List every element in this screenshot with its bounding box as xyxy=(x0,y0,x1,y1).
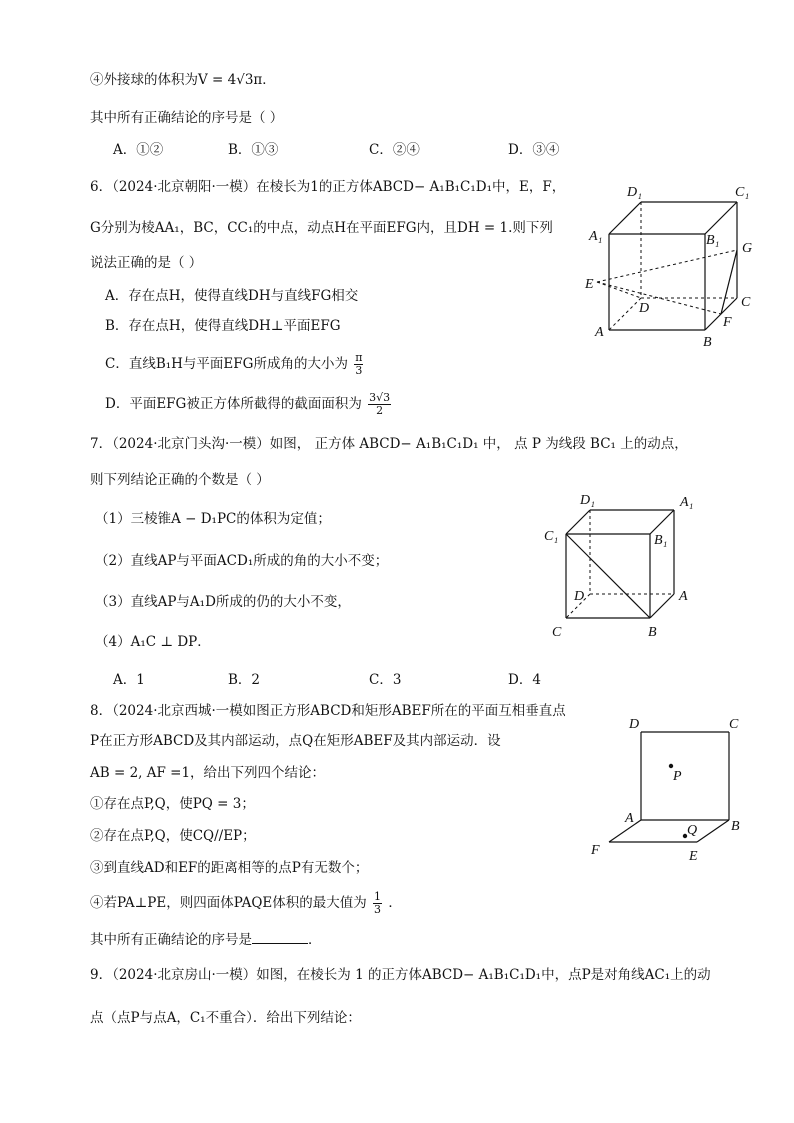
p6-label-e: E xyxy=(585,277,594,292)
point-p xyxy=(669,764,673,768)
p8-statement-2: ②存在点P,Q，使CQ//EP； xyxy=(90,828,256,844)
p6-label-c: C xyxy=(741,295,751,310)
p6-label-c1: C₁ xyxy=(735,185,750,200)
p8-label-d: D xyxy=(629,717,640,732)
p8-question-end: ． xyxy=(308,932,322,948)
p7-label-d1: D₁ xyxy=(580,493,595,508)
p8-statement-1: ①存在点P,Q，使PQ = 3； xyxy=(90,796,255,812)
p6-label-d1: D₁ xyxy=(627,185,642,200)
p6-option-b: B．存在点H，使得直线DH⊥平面EFG xyxy=(105,318,341,334)
p9-line-2: 点（点P与点A，C₁不重合）．给出下列结论： xyxy=(90,1010,361,1026)
p6-option-d xyxy=(105,392,393,417)
p7-label-a: A xyxy=(679,589,688,604)
p7-option-a: A．1 xyxy=(113,672,145,688)
p8-label-c: C xyxy=(729,717,739,732)
p6-line-2: G分别为棱AA₁，BC，CC₁的中点，动点H在平面EFG内，且DH = 1.则下列 xyxy=(90,220,553,236)
p8-statement-4 xyxy=(90,891,402,916)
p7-statement-1: （1）三棱锥A − D₁PC的体积为定值； xyxy=(95,511,331,527)
p6-option-d-numerator: 3√3 xyxy=(369,391,391,404)
square-rectangle-figure-p8 xyxy=(585,710,765,870)
p7-label-b: B xyxy=(648,625,657,640)
p6-label-d: D xyxy=(639,301,650,316)
p5-question: 其中所有正确结论的序号是（ ） xyxy=(90,110,284,126)
p6-option-c-fraction xyxy=(354,352,363,377)
p6-label-g: G xyxy=(742,241,753,256)
p8-label-f: F xyxy=(591,843,600,858)
p8-statement-4-fraction xyxy=(373,891,382,916)
p6-label-f: F xyxy=(723,315,732,330)
p8-line-1: 8．（2024·北京西城·一模如图正方形ABCD和矩形ABEF所在的平面互相垂直点 xyxy=(90,703,566,719)
p7-label-d: D xyxy=(574,589,585,604)
p8-statement-4-end: ． xyxy=(388,895,402,911)
p7-statement-3: （3）直线AP与A₁D所成的仍的大小不变， xyxy=(95,594,351,610)
p8-label-a: A xyxy=(625,811,634,826)
p6-option-a: A．存在点H，使得直线DH与直线FG相交 xyxy=(105,288,359,304)
p7-label-c: C xyxy=(552,625,562,640)
p6-label-b: B xyxy=(703,335,712,350)
p8-question-text: 其中所有正确结论的序号是 xyxy=(90,932,252,948)
p6-option-c xyxy=(105,352,365,377)
p7-option-b: B．2 xyxy=(228,672,261,688)
p5-option-d: D．③④ xyxy=(508,142,560,158)
p7-statement-2: （2）直线AP与平面ACD₁所成的角的大小不变； xyxy=(95,553,389,569)
p7-line-2: 则下列结论正确的个数是（ ） xyxy=(90,472,270,488)
p6-option-d-denominator: 2 xyxy=(376,404,384,417)
p7-label-b1: B₁ xyxy=(654,533,668,548)
p6-option-d-text: D．平面EFG被正方体所截得的截面面积为 xyxy=(105,396,362,412)
p8-statement-4-denominator: 3 xyxy=(374,903,382,916)
p5-option-c: C．②④ xyxy=(369,142,420,158)
p6-label-a: A xyxy=(595,325,604,340)
p6-label-a1: A₁ xyxy=(589,229,603,244)
p6-line-3: 说法正确的是（ ） xyxy=(90,255,203,271)
p6-line-1: 6．（2024·北京朝阳·一模）在棱长为1的正方体ABCD− A₁B₁C₁D₁中，E，F， xyxy=(90,179,566,195)
p7-label-a1: A₁ xyxy=(680,495,694,510)
p8-label-e: E xyxy=(689,849,698,864)
p8-label-b: B xyxy=(731,819,740,834)
p6-option-c-text: C．直线B₁H与平面EFG所成角的大小为 xyxy=(105,356,348,372)
p7-line-1: 7．（2024·北京门头沟·一模）如图， 正方体 ABCD− A₁B₁C₁D₁ 中， 点 P 为线段 BC₁ 上的动点， xyxy=(90,436,688,452)
p5-option-a: A．①② xyxy=(113,142,164,158)
p8-line-3: AB = 2, AF =1，给出下列四个结论： xyxy=(90,765,326,781)
p8-label-q: Q xyxy=(687,823,698,838)
p8-question xyxy=(90,929,322,950)
cube-figure-p7 xyxy=(540,490,710,645)
p5-item4: ④外接球的体积为V = 4√3π． xyxy=(90,72,276,88)
p6-label-b1: B₁ xyxy=(706,233,720,248)
p8-statement-4-numerator: 1 xyxy=(374,890,382,903)
p8-line-2: P在正方形ABCD及其内部运动，点Q在矩形ABEF及其内部运动．设 xyxy=(90,733,501,749)
p6-option-d-fraction xyxy=(368,392,391,417)
p6-option-c-numerator: π xyxy=(355,351,363,364)
p9-line-1: 9．（2024·北京房山·一模）如图，在棱长为 1 的正方体ABCD− A₁B₁C₁D₁中，点P是对角线AC₁上的动 xyxy=(90,967,711,983)
p6-option-c-denominator: 3 xyxy=(355,364,363,377)
p7-statement-4: （4）A₁C ⊥ DP． xyxy=(95,634,211,650)
p7-option-d: D．4 xyxy=(508,672,541,688)
p8-statement-4-text: ④若PA⊥PE，则四面体PAQE体积的最大值为 xyxy=(90,895,367,911)
p7-option-c: C．3 xyxy=(369,672,402,688)
p7-label-c1: C₁ xyxy=(544,529,559,544)
p8-label-p: P xyxy=(673,769,682,784)
answer-blank[interactable] xyxy=(252,929,308,944)
p5-option-b: B．①③ xyxy=(228,142,279,158)
p8-statement-3: ③到直线AD和EF的距离相等的点P有无数个； xyxy=(90,860,369,876)
cube-figure-p6 xyxy=(585,180,775,350)
